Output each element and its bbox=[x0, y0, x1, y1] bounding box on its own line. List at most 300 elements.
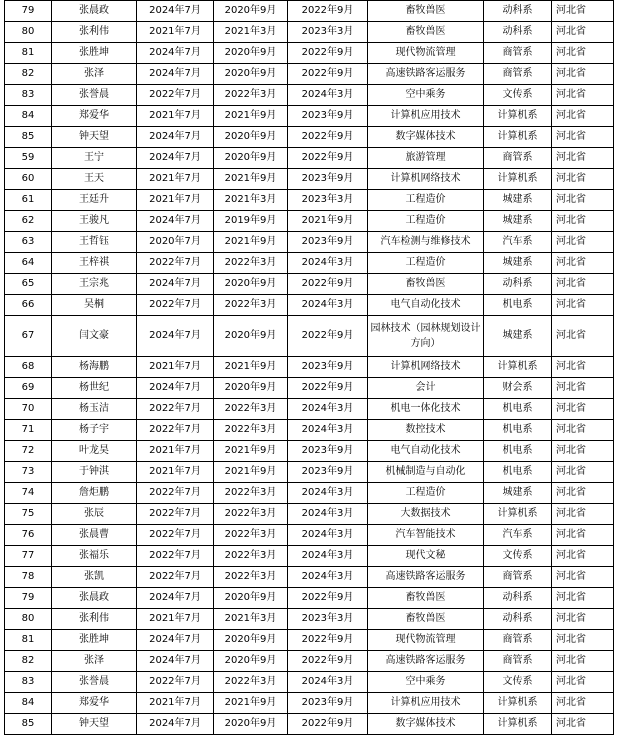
province-cell: 河北省 bbox=[552, 295, 614, 316]
major-cell: 高速铁路客运服务 bbox=[368, 567, 484, 588]
table-row bbox=[5, 316, 614, 357]
major-cell: 高速铁路客运服务 bbox=[368, 64, 484, 85]
date-3-cell: 2024年3月 bbox=[288, 525, 368, 546]
table-row bbox=[5, 651, 614, 672]
department-cell: 城建系 bbox=[484, 211, 552, 232]
date-1-cell: 2021年7月 bbox=[137, 462, 214, 483]
major-cell: 现代物流管理 bbox=[368, 630, 484, 651]
name-cell: 郑爱华 bbox=[52, 106, 137, 127]
table-row bbox=[5, 85, 614, 106]
province-cell: 河北省 bbox=[552, 483, 614, 504]
index-cell: 70 bbox=[5, 399, 52, 420]
index-cell: 82 bbox=[5, 64, 52, 85]
date-1-cell: 2024年7月 bbox=[137, 43, 214, 64]
name-cell: 王骏凡 bbox=[52, 211, 137, 232]
index-cell: 85 bbox=[5, 714, 52, 735]
major-cell: 汽车智能技术 bbox=[368, 525, 484, 546]
name-cell: 张晨政 bbox=[52, 588, 137, 609]
date-1-cell: 2022年7月 bbox=[137, 253, 214, 274]
index-cell: 79 bbox=[5, 588, 52, 609]
index-cell: 84 bbox=[5, 106, 52, 127]
index-cell: 80 bbox=[5, 609, 52, 630]
province-cell: 河北省 bbox=[552, 1, 614, 22]
index-cell: 76 bbox=[5, 525, 52, 546]
table-row bbox=[5, 441, 614, 462]
province-cell: 河北省 bbox=[552, 672, 614, 693]
department-cell: 动科系 bbox=[484, 588, 552, 609]
index-cell: 83 bbox=[5, 672, 52, 693]
major-cell: 数字媒体技术 bbox=[368, 714, 484, 735]
date-1-cell: 2021年7月 bbox=[137, 609, 214, 630]
major-cell: 机械制造与自动化 bbox=[368, 462, 484, 483]
name-cell: 钟天望 bbox=[52, 714, 137, 735]
date-1-cell: 2021年7月 bbox=[137, 106, 214, 127]
index-cell: 80 bbox=[5, 22, 52, 43]
table-row bbox=[5, 106, 614, 127]
index-cell: 65 bbox=[5, 274, 52, 295]
index-cell: 85 bbox=[5, 127, 52, 148]
province-cell: 河北省 bbox=[552, 85, 614, 106]
index-cell: 79 bbox=[5, 1, 52, 22]
date-2-cell: 2022年3月 bbox=[214, 253, 288, 274]
major-cell: 现代文秘 bbox=[368, 546, 484, 567]
province-cell: 河北省 bbox=[552, 630, 614, 651]
date-1-cell: 2024年7月 bbox=[137, 1, 214, 22]
date-3-cell: 2023年9月 bbox=[288, 232, 368, 253]
index-cell: 78 bbox=[5, 567, 52, 588]
table-row bbox=[5, 211, 614, 232]
index-cell: 83 bbox=[5, 85, 52, 106]
major-cell: 计算机网络技术 bbox=[368, 169, 484, 190]
date-2-cell: 2022年3月 bbox=[214, 420, 288, 441]
date-3-cell: 2023年3月 bbox=[288, 22, 368, 43]
name-cell: 张泽 bbox=[52, 64, 137, 85]
name-cell: 张晨曹 bbox=[52, 525, 137, 546]
table-row bbox=[5, 588, 614, 609]
date-3-cell: 2022年9月 bbox=[288, 148, 368, 169]
date-1-cell: 2024年7月 bbox=[137, 64, 214, 85]
date-3-cell: 2022年9月 bbox=[288, 588, 368, 609]
department-cell: 汽车系 bbox=[484, 525, 552, 546]
major-cell: 旅游管理 bbox=[368, 148, 484, 169]
name-cell: 詹炬鹏 bbox=[52, 483, 137, 504]
date-3-cell: 2022年9月 bbox=[288, 64, 368, 85]
index-cell: 82 bbox=[5, 651, 52, 672]
major-cell: 工程造价 bbox=[368, 211, 484, 232]
date-1-cell: 2024年7月 bbox=[137, 588, 214, 609]
index-cell: 77 bbox=[5, 546, 52, 567]
province-cell: 河北省 bbox=[552, 43, 614, 64]
major-cell: 现代物流管理 bbox=[368, 43, 484, 64]
table-row bbox=[5, 253, 614, 274]
department-cell: 汽车系 bbox=[484, 232, 552, 253]
index-cell: 75 bbox=[5, 504, 52, 525]
date-2-cell: 2020年9月 bbox=[214, 43, 288, 64]
province-cell: 河北省 bbox=[552, 378, 614, 399]
department-cell: 计算机系 bbox=[484, 504, 552, 525]
date-1-cell: 2022年7月 bbox=[137, 85, 214, 106]
index-cell: 60 bbox=[5, 169, 52, 190]
name-cell: 杨玉洁 bbox=[52, 399, 137, 420]
date-2-cell: 2021年9月 bbox=[214, 462, 288, 483]
date-3-cell: 2022年9月 bbox=[288, 274, 368, 295]
department-cell: 计算机系 bbox=[484, 106, 552, 127]
name-cell: 张胜坤 bbox=[52, 630, 137, 651]
major-cell: 电气自动化技术 bbox=[368, 295, 484, 316]
date-1-cell: 2022年7月 bbox=[137, 672, 214, 693]
table-row bbox=[5, 567, 614, 588]
date-2-cell: 2021年3月 bbox=[214, 609, 288, 630]
province-cell: 河北省 bbox=[552, 274, 614, 295]
date-3-cell: 2022年9月 bbox=[288, 1, 368, 22]
date-1-cell: 2021年7月 bbox=[137, 22, 214, 43]
table-row bbox=[5, 609, 614, 630]
department-cell: 机电系 bbox=[484, 462, 552, 483]
department-cell: 机电系 bbox=[484, 399, 552, 420]
name-cell: 吴桐 bbox=[52, 295, 137, 316]
table-row bbox=[5, 462, 614, 483]
date-1-cell: 2024年7月 bbox=[137, 378, 214, 399]
table-row bbox=[5, 672, 614, 693]
name-cell: 王梓祺 bbox=[52, 253, 137, 274]
province-cell: 河北省 bbox=[552, 588, 614, 609]
major-cell: 计算机应用技术 bbox=[368, 693, 484, 714]
date-3-cell: 2024年3月 bbox=[288, 546, 368, 567]
major-cell: 工程造价 bbox=[368, 483, 484, 504]
name-cell: 郑爱华 bbox=[52, 693, 137, 714]
records-table bbox=[4, 0, 614, 735]
date-2-cell: 2021年9月 bbox=[214, 232, 288, 253]
table-row bbox=[5, 1, 614, 22]
date-2-cell: 2021年9月 bbox=[214, 441, 288, 462]
index-cell: 64 bbox=[5, 253, 52, 274]
name-cell: 杨子宇 bbox=[52, 420, 137, 441]
table-row bbox=[5, 714, 614, 735]
date-3-cell: 2023年9月 bbox=[288, 693, 368, 714]
table-row bbox=[5, 274, 614, 295]
date-2-cell: 2020年9月 bbox=[214, 714, 288, 735]
index-cell: 69 bbox=[5, 378, 52, 399]
department-cell: 计算机系 bbox=[484, 127, 552, 148]
name-cell: 钟天望 bbox=[52, 127, 137, 148]
date-1-cell: 2021年7月 bbox=[137, 190, 214, 211]
department-cell: 城建系 bbox=[484, 316, 552, 357]
province-cell: 河北省 bbox=[552, 316, 614, 357]
date-2-cell: 2022年3月 bbox=[214, 546, 288, 567]
date-1-cell: 2022年7月 bbox=[137, 525, 214, 546]
date-1-cell: 2024年7月 bbox=[137, 714, 214, 735]
date-2-cell: 2020年9月 bbox=[214, 274, 288, 295]
date-3-cell: 2021年9月 bbox=[288, 211, 368, 232]
name-cell: 王宗兆 bbox=[52, 274, 137, 295]
date-2-cell: 2021年3月 bbox=[214, 190, 288, 211]
date-1-cell: 2021年7月 bbox=[137, 693, 214, 714]
index-cell: 71 bbox=[5, 420, 52, 441]
name-cell: 张誉晨 bbox=[52, 672, 137, 693]
major-cell: 数控技术 bbox=[368, 420, 484, 441]
date-1-cell: 2022年7月 bbox=[137, 504, 214, 525]
index-cell: 62 bbox=[5, 211, 52, 232]
province-cell: 河北省 bbox=[552, 651, 614, 672]
department-cell: 动科系 bbox=[484, 1, 552, 22]
department-cell: 动科系 bbox=[484, 22, 552, 43]
date-1-cell: 2024年7月 bbox=[137, 316, 214, 357]
date-1-cell: 2022年7月 bbox=[137, 546, 214, 567]
name-cell: 张利伟 bbox=[52, 609, 137, 630]
department-cell: 计算机系 bbox=[484, 693, 552, 714]
date-3-cell: 2023年9月 bbox=[288, 357, 368, 378]
major-cell: 电气自动化技术 bbox=[368, 441, 484, 462]
major-cell: 计算机应用技术 bbox=[368, 106, 484, 127]
major-cell: 工程造价 bbox=[368, 253, 484, 274]
date-3-cell: 2022年9月 bbox=[288, 714, 368, 735]
table-row bbox=[5, 420, 614, 441]
department-cell: 文传系 bbox=[484, 672, 552, 693]
table-row bbox=[5, 693, 614, 714]
province-cell: 河北省 bbox=[552, 525, 614, 546]
province-cell: 河北省 bbox=[552, 190, 614, 211]
major-cell: 大数据技术 bbox=[368, 504, 484, 525]
index-cell: 81 bbox=[5, 630, 52, 651]
major-cell: 数字媒体技术 bbox=[368, 127, 484, 148]
index-cell: 66 bbox=[5, 295, 52, 316]
date-2-cell: 2022年3月 bbox=[214, 295, 288, 316]
department-cell: 文传系 bbox=[484, 85, 552, 106]
major-cell: 工程造价 bbox=[368, 190, 484, 211]
date-1-cell: 2024年7月 bbox=[137, 211, 214, 232]
department-cell: 商管系 bbox=[484, 64, 552, 85]
province-cell: 河北省 bbox=[552, 462, 614, 483]
province-cell: 河北省 bbox=[552, 399, 614, 420]
major-cell: 畜牧兽医 bbox=[368, 274, 484, 295]
department-cell: 财会系 bbox=[484, 378, 552, 399]
province-cell: 河北省 bbox=[552, 714, 614, 735]
major-cell: 计算机网络技术 bbox=[368, 357, 484, 378]
province-cell: 河北省 bbox=[552, 546, 614, 567]
date-1-cell: 2021年7月 bbox=[137, 357, 214, 378]
province-cell: 河北省 bbox=[552, 693, 614, 714]
province-cell: 河北省 bbox=[552, 420, 614, 441]
major-cell: 园林技术（园林规划设计方向） bbox=[368, 316, 484, 357]
name-cell: 王天 bbox=[52, 169, 137, 190]
department-cell: 计算机系 bbox=[484, 357, 552, 378]
date-1-cell: 2024年7月 bbox=[137, 651, 214, 672]
date-3-cell: 2022年9月 bbox=[288, 127, 368, 148]
table-row bbox=[5, 357, 614, 378]
date-1-cell: 2024年7月 bbox=[137, 274, 214, 295]
date-1-cell: 2022年7月 bbox=[137, 420, 214, 441]
index-cell: 73 bbox=[5, 462, 52, 483]
table-row bbox=[5, 295, 614, 316]
department-cell: 机电系 bbox=[484, 441, 552, 462]
date-1-cell: 2024年7月 bbox=[137, 630, 214, 651]
date-3-cell: 2023年3月 bbox=[288, 609, 368, 630]
department-cell: 商管系 bbox=[484, 630, 552, 651]
department-cell: 计算机系 bbox=[484, 714, 552, 735]
department-cell: 文传系 bbox=[484, 546, 552, 567]
date-2-cell: 2020年9月 bbox=[214, 630, 288, 651]
department-cell: 计算机系 bbox=[484, 169, 552, 190]
records-table-body bbox=[5, 1, 614, 735]
date-2-cell: 2020年9月 bbox=[214, 127, 288, 148]
major-cell: 畜牧兽医 bbox=[368, 22, 484, 43]
name-cell: 张辰 bbox=[52, 504, 137, 525]
date-3-cell: 2022年9月 bbox=[288, 651, 368, 672]
department-cell: 商管系 bbox=[484, 567, 552, 588]
date-2-cell: 2020年9月 bbox=[214, 316, 288, 357]
date-3-cell: 2023年3月 bbox=[288, 190, 368, 211]
date-2-cell: 2020年9月 bbox=[214, 588, 288, 609]
date-3-cell: 2024年3月 bbox=[288, 672, 368, 693]
major-cell: 机电一体化技术 bbox=[368, 399, 484, 420]
province-cell: 河北省 bbox=[552, 357, 614, 378]
province-cell: 河北省 bbox=[552, 211, 614, 232]
date-2-cell: 2020年9月 bbox=[214, 64, 288, 85]
date-3-cell: 2024年3月 bbox=[288, 399, 368, 420]
date-2-cell: 2020年9月 bbox=[214, 1, 288, 22]
date-1-cell: 2022年7月 bbox=[137, 399, 214, 420]
date-3-cell: 2023年9月 bbox=[288, 441, 368, 462]
table-row bbox=[5, 232, 614, 253]
department-cell: 城建系 bbox=[484, 190, 552, 211]
table-row bbox=[5, 546, 614, 567]
name-cell: 张利伟 bbox=[52, 22, 137, 43]
province-cell: 河北省 bbox=[552, 232, 614, 253]
table-row bbox=[5, 525, 614, 546]
province-cell: 河北省 bbox=[552, 127, 614, 148]
date-2-cell: 2019年9月 bbox=[214, 211, 288, 232]
department-cell: 城建系 bbox=[484, 483, 552, 504]
table-row bbox=[5, 504, 614, 525]
province-cell: 河北省 bbox=[552, 106, 614, 127]
table-row bbox=[5, 43, 614, 64]
province-cell: 河北省 bbox=[552, 567, 614, 588]
index-cell: 63 bbox=[5, 232, 52, 253]
date-2-cell: 2021年9月 bbox=[214, 693, 288, 714]
date-2-cell: 2022年3月 bbox=[214, 525, 288, 546]
name-cell: 杨世纪 bbox=[52, 378, 137, 399]
date-3-cell: 2024年3月 bbox=[288, 253, 368, 274]
major-cell: 畜牧兽医 bbox=[368, 588, 484, 609]
name-cell: 王哲钰 bbox=[52, 232, 137, 253]
department-cell: 商管系 bbox=[484, 148, 552, 169]
name-cell: 王廷升 bbox=[52, 190, 137, 211]
table-row bbox=[5, 22, 614, 43]
date-1-cell: 2021年7月 bbox=[137, 169, 214, 190]
name-cell: 张胜坤 bbox=[52, 43, 137, 64]
table-row bbox=[5, 630, 614, 651]
date-2-cell: 2021年9月 bbox=[214, 169, 288, 190]
date-3-cell: 2024年3月 bbox=[288, 504, 368, 525]
date-3-cell: 2023年9月 bbox=[288, 169, 368, 190]
date-2-cell: 2021年9月 bbox=[214, 357, 288, 378]
name-cell: 杨海鹏 bbox=[52, 357, 137, 378]
date-2-cell: 2022年3月 bbox=[214, 567, 288, 588]
province-cell: 河北省 bbox=[552, 609, 614, 630]
date-1-cell: 2024年7月 bbox=[137, 127, 214, 148]
index-cell: 74 bbox=[5, 483, 52, 504]
name-cell: 闫文豪 bbox=[52, 316, 137, 357]
major-cell: 空中乘务 bbox=[368, 672, 484, 693]
index-cell: 81 bbox=[5, 43, 52, 64]
department-cell: 动科系 bbox=[484, 274, 552, 295]
name-cell: 王宁 bbox=[52, 148, 137, 169]
date-2-cell: 2022年3月 bbox=[214, 85, 288, 106]
date-3-cell: 2022年9月 bbox=[288, 43, 368, 64]
major-cell: 高速铁路客运服务 bbox=[368, 651, 484, 672]
province-cell: 河北省 bbox=[552, 504, 614, 525]
date-3-cell: 2024年3月 bbox=[288, 567, 368, 588]
date-2-cell: 2020年9月 bbox=[214, 651, 288, 672]
department-cell: 商管系 bbox=[484, 651, 552, 672]
date-2-cell: 2022年3月 bbox=[214, 399, 288, 420]
date-3-cell: 2022年9月 bbox=[288, 316, 368, 357]
index-cell: 84 bbox=[5, 693, 52, 714]
table-row bbox=[5, 483, 614, 504]
date-2-cell: 2021年3月 bbox=[214, 22, 288, 43]
major-cell: 汽车检测与维修技术 bbox=[368, 232, 484, 253]
name-cell: 张福乐 bbox=[52, 546, 137, 567]
date-3-cell: 2023年9月 bbox=[288, 106, 368, 127]
major-cell: 会计 bbox=[368, 378, 484, 399]
table-row bbox=[5, 148, 614, 169]
table-row bbox=[5, 64, 614, 85]
date-2-cell: 2022年3月 bbox=[214, 483, 288, 504]
date-3-cell: 2022年9月 bbox=[288, 630, 368, 651]
table-row bbox=[5, 127, 614, 148]
province-cell: 河北省 bbox=[552, 148, 614, 169]
date-1-cell: 2022年7月 bbox=[137, 567, 214, 588]
province-cell: 河北省 bbox=[552, 169, 614, 190]
name-cell: 张泽 bbox=[52, 651, 137, 672]
index-cell: 72 bbox=[5, 441, 52, 462]
date-1-cell: 2021年7月 bbox=[137, 441, 214, 462]
name-cell: 张凯 bbox=[52, 567, 137, 588]
department-cell: 城建系 bbox=[484, 253, 552, 274]
index-cell: 59 bbox=[5, 148, 52, 169]
date-3-cell: 2022年9月 bbox=[288, 378, 368, 399]
major-cell: 畜牧兽医 bbox=[368, 1, 484, 22]
name-cell: 张晨政 bbox=[52, 1, 137, 22]
date-1-cell: 2024年7月 bbox=[137, 148, 214, 169]
name-cell: 张誉晨 bbox=[52, 85, 137, 106]
table-row bbox=[5, 399, 614, 420]
index-cell: 61 bbox=[5, 190, 52, 211]
date-3-cell: 2024年3月 bbox=[288, 85, 368, 106]
department-cell: 商管系 bbox=[484, 43, 552, 64]
province-cell: 河北省 bbox=[552, 441, 614, 462]
table-row bbox=[5, 169, 614, 190]
name-cell: 叶龙昊 bbox=[52, 441, 137, 462]
province-cell: 河北省 bbox=[552, 253, 614, 274]
date-2-cell: 2020年9月 bbox=[214, 378, 288, 399]
date-1-cell: 2022年7月 bbox=[137, 295, 214, 316]
index-cell: 68 bbox=[5, 357, 52, 378]
date-1-cell: 2022年7月 bbox=[137, 483, 214, 504]
table-row bbox=[5, 378, 614, 399]
department-cell: 机电系 bbox=[484, 420, 552, 441]
date-2-cell: 2022年3月 bbox=[214, 672, 288, 693]
date-2-cell: 2020年9月 bbox=[214, 148, 288, 169]
date-3-cell: 2024年3月 bbox=[288, 420, 368, 441]
province-cell: 河北省 bbox=[552, 22, 614, 43]
date-1-cell: 2020年7月 bbox=[137, 232, 214, 253]
department-cell: 机电系 bbox=[484, 295, 552, 316]
index-cell: 67 bbox=[5, 316, 52, 357]
major-cell: 畜牧兽医 bbox=[368, 609, 484, 630]
table-row bbox=[5, 190, 614, 211]
date-3-cell: 2024年3月 bbox=[288, 483, 368, 504]
